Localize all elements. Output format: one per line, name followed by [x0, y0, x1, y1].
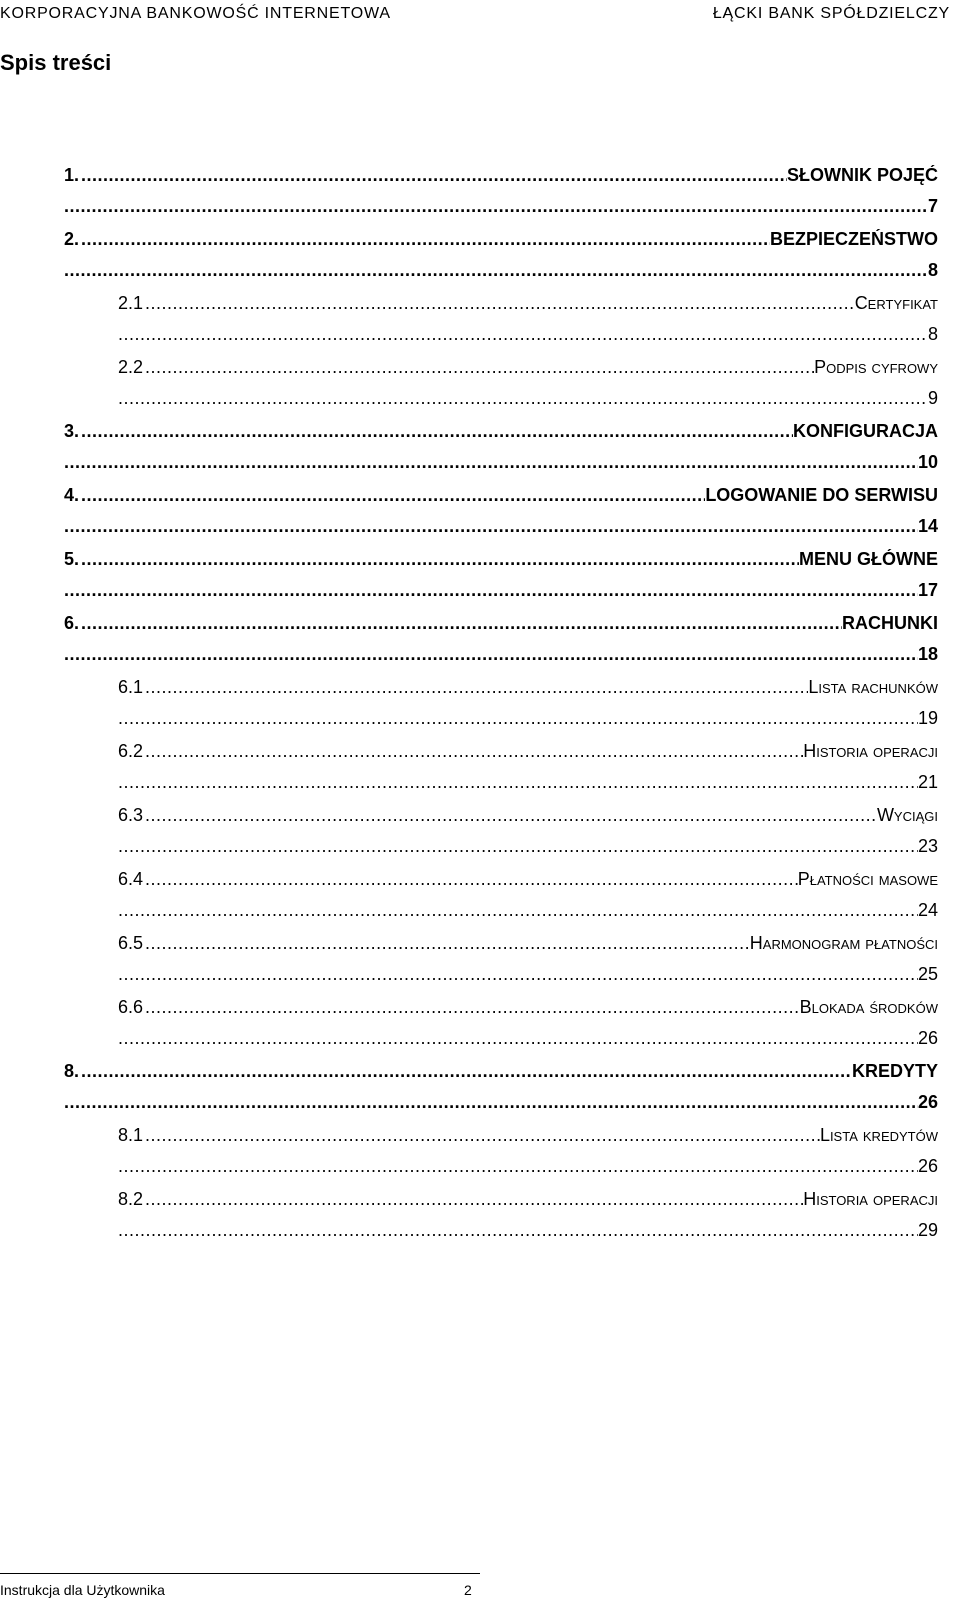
toc-entry-number: 6.4 [118, 869, 144, 889]
toc-entry-title: KONFIGURACJA [792, 421, 938, 441]
toc-entry-number: 1. [64, 165, 80, 185]
toc-entry[interactable] [0, 1054, 960, 1118]
toc-entry-heading-line [64, 549, 938, 575]
toc-entry-page-number: 19 [917, 708, 938, 728]
toc-entry[interactable] [0, 286, 960, 350]
dot-leader [64, 1092, 918, 1113]
toc-entry-page-line [118, 708, 938, 734]
toc-entry-number: 2.1 [118, 293, 144, 313]
dot-leader [81, 613, 842, 634]
toc-entry-page-line [64, 452, 938, 478]
toc-entry-number: 8.1 [118, 1125, 144, 1145]
toc-entry-title: BEZPIECZEŃSTWO [769, 229, 938, 249]
toc-entry-page-line [118, 1156, 938, 1182]
toc-entry-title: Wyciągi [876, 805, 938, 825]
toc-entry-heading-line [64, 613, 938, 639]
toc-entry-page-line [118, 772, 938, 798]
toc-entry-page-line [64, 1092, 938, 1118]
dot-leader [145, 805, 877, 826]
dot-leader [118, 1156, 918, 1177]
toc-entry-heading-line [118, 1125, 938, 1151]
toc-entry-heading-line [64, 165, 938, 191]
toc-entry-page-line [64, 516, 938, 542]
toc-entry-page-number: 26 [917, 1092, 938, 1112]
dot-leader [64, 260, 928, 281]
toc-entry-page-line [118, 964, 938, 990]
dot-leader [118, 964, 918, 985]
toc-entry-title: Harmonogram płatności [749, 933, 938, 953]
toc-entry-heading-line [118, 1189, 938, 1215]
toc-entry-heading-line [118, 997, 938, 1023]
dot-leader [81, 421, 793, 442]
toc-entry-page-number: 18 [917, 644, 938, 664]
toc-entry-number: 6.1 [118, 677, 144, 697]
toc-entry-page-line [118, 1220, 938, 1246]
toc-entry-number: 4. [64, 485, 80, 505]
toc-entry-page-line [64, 196, 938, 222]
toc-entry[interactable] [0, 734, 960, 798]
toc-entry-title: Lista rachunków [808, 677, 938, 697]
toc-entry-heading-line [64, 1061, 938, 1087]
toc-entry-number: 6.3 [118, 805, 144, 825]
dot-leader [145, 933, 750, 954]
toc-entry[interactable] [0, 222, 960, 286]
toc-entry-number: 8. [64, 1061, 80, 1081]
toc-entry-title: MENU GŁÓWNE [799, 549, 938, 569]
toc-entry-page-number: 17 [917, 580, 938, 600]
toc-entry[interactable] [0, 158, 960, 222]
toc-entry-title: KREDYTY [851, 1061, 938, 1081]
toc-entry-number: 5. [64, 549, 80, 569]
toc-entry-number: 2.2 [118, 357, 144, 377]
toc-entry-page-number: 8 [927, 260, 938, 280]
table-of-contents [0, 158, 960, 1246]
toc-entry-number: 6.2 [118, 741, 144, 761]
toc-entry-page-line [64, 260, 938, 286]
dot-leader [145, 741, 803, 762]
dot-leader [118, 708, 918, 729]
toc-entry[interactable] [0, 990, 960, 1054]
toc-entry-page-number: 7 [927, 196, 938, 216]
toc-entry-page-number: 29 [917, 1220, 938, 1240]
toc-entry-title: Podpis cyfrowy [814, 357, 938, 377]
toc-entry-title: Certyfikat [854, 293, 938, 313]
toc-entry-page-line [64, 644, 938, 670]
toc-entry-title: LOGOWANIE DO SERWISU [705, 485, 938, 505]
toc-entry-number: 3. [64, 421, 80, 441]
toc-entry-heading-line [118, 293, 938, 319]
toc-entry-page-number: 26 [917, 1028, 938, 1048]
toc-entry-page-line [118, 324, 938, 350]
dot-leader [81, 1061, 852, 1082]
dot-leader [145, 677, 808, 698]
dot-leader [81, 229, 770, 250]
dot-leader [118, 772, 918, 793]
dot-leader [64, 452, 918, 473]
toc-entry-number: 6.5 [118, 933, 144, 953]
toc-entry-heading-line [118, 357, 938, 383]
dot-leader [118, 1028, 918, 1049]
toc-entry-page-number: 23 [917, 836, 938, 856]
toc-entry-title: RACHUNKI [842, 613, 938, 633]
dot-leader [145, 293, 855, 314]
toc-entry[interactable] [0, 670, 960, 734]
dot-leader [145, 357, 814, 378]
toc-entry-page-number: 24 [917, 900, 938, 920]
toc-entry-page-line [118, 900, 938, 926]
toc-entry-page-line [118, 388, 938, 414]
dot-leader [81, 485, 705, 506]
toc-entry-title: Historia operacji [803, 1189, 938, 1209]
toc-entry[interactable] [0, 798, 960, 862]
toc-entry-heading-line [64, 421, 938, 447]
header-right: ŁĄCKI BANK SPÓŁDZIELCZY [712, 5, 950, 22]
toc-entry-page-number: 21 [917, 772, 938, 792]
toc-entry-title: SŁOWNIK POJĘĆ [786, 165, 938, 185]
toc-entry-number: 6. [64, 613, 80, 633]
toc-entry[interactable] [0, 862, 960, 926]
toc-entry-title: Lista kredytów [819, 1125, 938, 1145]
dot-leader [64, 516, 918, 537]
toc-entry[interactable] [0, 478, 960, 542]
toc-entry-heading-line [118, 677, 938, 703]
dot-leader [118, 836, 918, 857]
toc-entry-heading-line [118, 741, 938, 767]
dot-leader [118, 1220, 918, 1241]
toc-entry[interactable] [0, 350, 960, 414]
toc-entry-heading-line [118, 805, 938, 831]
footer-label: Instrukcja dla Użytkownika [0, 1582, 165, 1598]
dot-leader [64, 196, 928, 217]
toc-entry-page-number: 25 [917, 964, 938, 984]
toc-entry-page-line [118, 836, 938, 862]
dot-leader [145, 1125, 820, 1146]
toc-entry-number: 8.2 [118, 1189, 144, 1209]
toc-entry-page-number: 26 [917, 1156, 938, 1176]
toc-entry[interactable] [0, 606, 960, 670]
toc-entry-heading-line [64, 229, 938, 255]
dot-leader [118, 324, 928, 345]
dot-leader [145, 869, 798, 890]
toc-entry[interactable] [0, 414, 960, 478]
toc-entry[interactable] [0, 1118, 960, 1182]
toc-entry-heading-line [64, 485, 938, 511]
dot-leader [145, 1189, 803, 1210]
toc-entry-page-number: 10 [917, 452, 938, 472]
footer-page-number: 2 [464, 1582, 472, 1598]
toc-entry-page-number: 14 [917, 516, 938, 536]
toc-entry-title: Blokada środków [799, 997, 938, 1017]
dot-leader [118, 388, 928, 409]
dot-leader [145, 997, 800, 1018]
toc-entry-title: Historia operacji [803, 741, 938, 761]
toc-entry-page-number: 8 [927, 324, 938, 344]
toc-entry-title: Płatności masowe [797, 869, 938, 889]
dot-leader [64, 644, 918, 665]
toc-entry-heading-line [118, 869, 938, 895]
toc-title: Spis treści [0, 50, 112, 75]
toc-entry-heading-line [118, 933, 938, 959]
dot-leader [118, 900, 918, 921]
header-left: KORPORACYJNA BANKOWOŚĆ INTERNETOWA [0, 5, 391, 22]
toc-entry-page-line [64, 580, 938, 606]
toc-entry[interactable] [0, 542, 960, 606]
toc-entry-page-number: 9 [927, 388, 938, 408]
footer-rule [0, 1573, 480, 1574]
dot-leader [81, 549, 799, 570]
toc-entry-number: 2. [64, 229, 80, 249]
toc-entry[interactable] [0, 926, 960, 990]
toc-entry-page-line [118, 1028, 938, 1054]
dot-leader [64, 580, 918, 601]
toc-entry-number: 6.6 [118, 997, 144, 1017]
toc-entry[interactable] [0, 1182, 960, 1246]
dot-leader [81, 165, 787, 186]
